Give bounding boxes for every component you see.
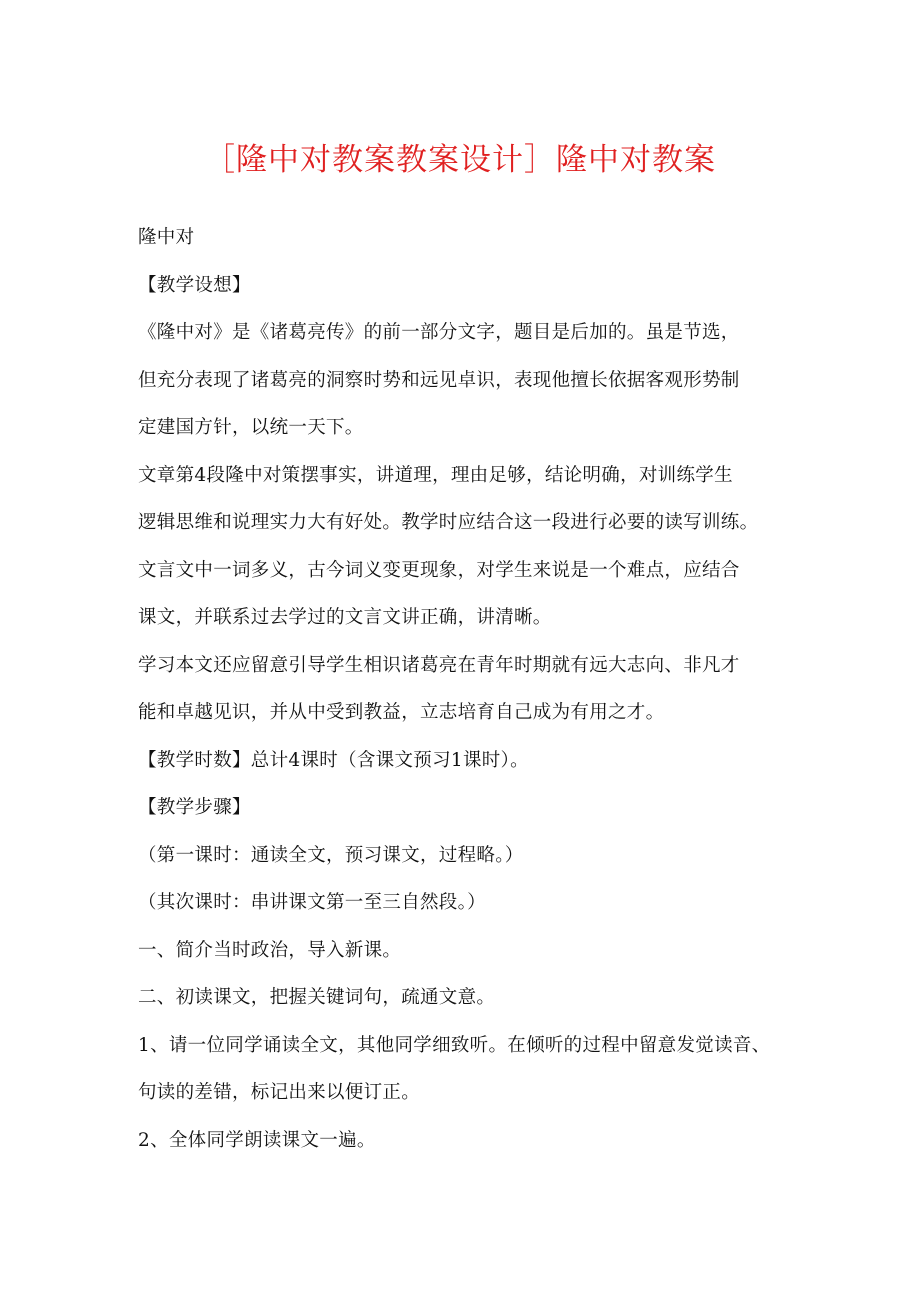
document-body bbox=[138, 218, 798, 1168]
text-line: 【教学设想】 bbox=[138, 274, 251, 296]
text-line: 【教学步骤】 bbox=[138, 797, 251, 818]
text-line: 句读的差错，标记出来以便订正。 bbox=[138, 1082, 421, 1103]
text-line: 《隆中对》是《诸葛亮传》的前一部分文字，题目是后加的。虽是节选， bbox=[138, 322, 740, 343]
text-line: 文言文中一词多义，古今词义变更现象，对学生来说是一个难点，应结合 bbox=[138, 559, 740, 581]
text-line: 【教学时数】总计4课时（含课文预习1课时）。 bbox=[138, 749, 529, 771]
text-line: 隆中对 bbox=[138, 227, 195, 248]
text-line: 逻辑思维和说理实力大有好处。教学时应结合这一段进行必要的读写训练。 bbox=[138, 512, 759, 533]
text-line: 一、简介当时政治，导入新课。 bbox=[138, 939, 402, 961]
text-line: 能和卓越见识，并从中受到教益，立志培育自己成为有用之才。 bbox=[138, 702, 665, 723]
text-line: （其次课时：串讲课文第一至三自然段。） bbox=[138, 892, 486, 913]
text-line: 定建国方针，以统一天下。 bbox=[138, 417, 364, 438]
text-line: 2、全体同学朗读课文一遍。 bbox=[138, 1129, 376, 1151]
text-line: （第一课时：通读全文，预习课文，过程略。） bbox=[138, 844, 524, 866]
text-line: 但充分表现了诸葛亮的洞察时势和远见卓识，表现他擅长依据客观形势制 bbox=[138, 369, 740, 391]
document-title: ［隆中对教案教案设计］隆中对教案 bbox=[204, 142, 716, 178]
text-line: 二、初读课文，把握关键词句，疏通文意。 bbox=[138, 987, 496, 1008]
text-line: 学习本文还应留意引导学生相识诸葛亮在青年时期就有远大志向、非凡才 bbox=[138, 654, 740, 676]
text-line: 1、请一位同学诵读全文，其他同学细致听。在倾听的过程中留意发觉读音、 bbox=[138, 1034, 771, 1056]
text-line: 课文，并联系过去学过的文言文讲正确，讲清晰。 bbox=[138, 607, 552, 628]
text-line: 文章第4段隆中对策摆事实，讲道理，理由足够，结论明确，对训练学生 bbox=[138, 464, 733, 486]
